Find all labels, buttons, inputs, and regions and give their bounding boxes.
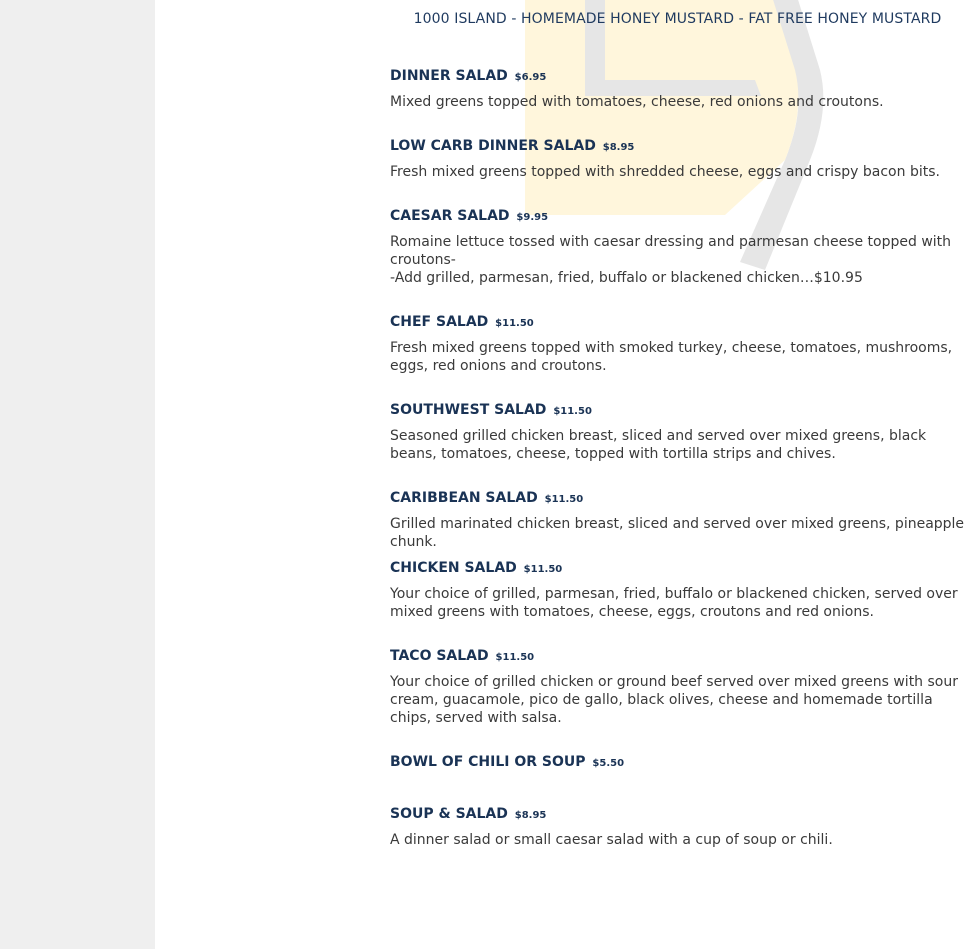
menu-list (390, 67, 965, 865)
item-name: BOWL OF CHILI OR SOUP (390, 754, 586, 770)
item-name: LOW CARB DINNER SALAD (390, 138, 596, 154)
menu-item-dinner-salad (390, 67, 965, 137)
item-price: $9.95 (516, 212, 549, 223)
item-price: $8.95 (602, 142, 635, 153)
item-description: Your choice of grilled, parmesan, fried, buffalo or blackened chicken, served over mixed greens with tomatoes, cheese, eggs, croutons and red onions. (390, 586, 958, 620)
item-description: Mixed greens topped with tomatoes, cheese, red onions and croutons. (390, 94, 884, 110)
item-description: Romaine lettuce tossed with caesar dressing and parmesan cheese topped with croutons- -Add grilled, parmesan, fried, buffalo or blackened chicken…$10.95 (390, 234, 952, 286)
item-price: $8.95 (514, 810, 547, 821)
item-description: A dinner salad or small caesar salad with a cup of soup or chili. (390, 832, 833, 848)
item-description: Fresh mixed greens topped with shredded cheese, eggs and crispy bacon bits. (390, 164, 940, 180)
item-price: $6.95 (514, 72, 547, 83)
menu-item-caribbean-salad (390, 489, 965, 559)
item-name: SOUP & SALAD (390, 806, 508, 822)
menu-item-bowl-of-chili-or-soup (390, 753, 965, 805)
item-name: CARIBBEAN SALAD (390, 490, 538, 506)
item-price: $11.50 (553, 406, 592, 417)
dressings-line: 1000 ISLAND - HOMEMADE HONEY MUSTARD - FAT FREE HONEY MUSTARD (413, 11, 942, 27)
item-name: CAESAR SALAD (390, 208, 510, 224)
item-name: DINNER SALAD (390, 68, 508, 84)
item-price: $5.50 (592, 758, 625, 769)
item-price: $11.50 (495, 652, 535, 663)
item-description: Grilled marinated chicken breast, sliced and served over mixed greens, pineapple chunk. (390, 516, 965, 550)
menu-item-chicken-salad (390, 559, 965, 647)
item-description: Fresh mixed greens topped with smoked turkey, cheese, tomatoes, mushrooms, eggs, red onions and croutons. (390, 340, 953, 374)
item-description: Seasoned grilled chicken breast, sliced and served over mixed greens, black beans, tomatoes, cheese, topped with tortilla strips and chives. (390, 428, 927, 462)
item-name: SOUTHWEST SALAD (390, 402, 547, 418)
menu-item-low-carb-dinner-salad (390, 137, 965, 207)
left-sidebar (0, 0, 155, 949)
menu-item-soup-and-salad (390, 805, 965, 865)
item-price: $11.50 (544, 494, 584, 505)
item-name: CHEF SALAD (390, 314, 489, 330)
item-name: TACO SALAD (390, 648, 489, 664)
item-description: Your choice of grilled chicken or ground beef served over mixed greens with sour cream, guacamole, pico de gallo, black olives, cheese and homemade tortilla chips, served with salsa. (390, 674, 958, 726)
menu-item-chef-salad (390, 313, 965, 401)
menu-item-caesar-salad (390, 207, 965, 313)
item-name: CHICKEN SALAD (390, 560, 517, 576)
menu-item-taco-salad (390, 647, 965, 753)
item-price: $11.50 (523, 564, 563, 575)
menu-item-southwest-salad (390, 401, 965, 489)
item-price: $11.50 (495, 318, 534, 329)
